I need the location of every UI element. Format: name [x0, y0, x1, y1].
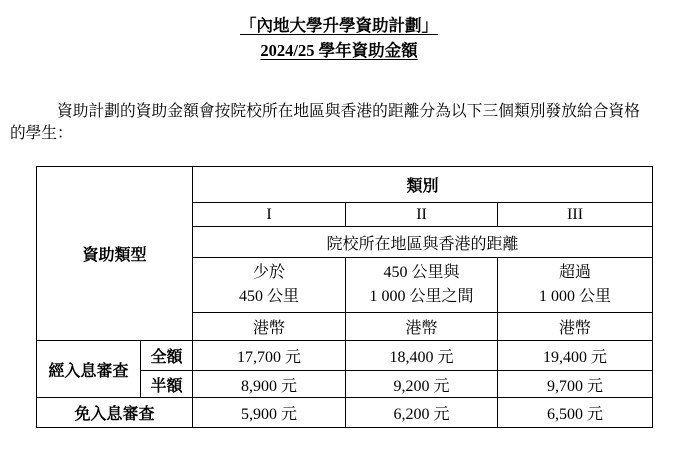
full-grant-label-cell: 全額: [141, 341, 193, 371]
distance-header-cell: 院校所在地區與香港的距離: [193, 227, 653, 258]
distance-cat2-line2: 1 000 公里之間: [369, 288, 474, 305]
non-means-tested-cat3-value: 6,500 元: [498, 398, 653, 428]
non-means-tested-cat2-value: 6,200 元: [346, 398, 498, 428]
category-ii-cell: II: [346, 203, 498, 227]
document-title-line1: 「內地大學升學資助計劃」: [240, 16, 438, 35]
full-grant-cat3-value: 19,400 元: [498, 341, 653, 371]
distance-cat2-cell: [346, 258, 498, 313]
distance-cat1-line2: 450 公里: [239, 288, 300, 305]
document-title: [0, 13, 678, 63]
full-grant-cat2-value: 18,400 元: [346, 341, 498, 371]
distance-cat3-line2: 1 000 公里: [539, 288, 612, 305]
half-grant-cat2-value: 9,200 元: [346, 371, 498, 398]
distance-cat1-cell: [193, 258, 346, 313]
half-grant-cat3-value: 9,700 元: [498, 371, 653, 398]
document-title-line2: 2024/25 學年資助金額: [260, 41, 418, 60]
half-grant-cat1-value: 8,900 元: [193, 371, 346, 398]
intro-paragraph: 資助計劃的資助金額會按院校所在地區與香港的距離分為以下三個類別發放給合資格的學生：: [10, 103, 640, 142]
means-tested-group-cell: 經入息審查: [37, 341, 141, 398]
currency-cat2-cell: 港幣: [346, 313, 498, 341]
category-i-cell: I: [193, 203, 346, 227]
distance-cat3-line1: 超過: [559, 264, 592, 281]
aid-type-header-cell: 資助類型: [37, 167, 193, 341]
currency-cat3-cell: 港幣: [498, 313, 653, 341]
non-means-tested-label-cell: 免入息審查: [37, 398, 193, 428]
subsidy-amount-table: [36, 166, 653, 428]
distance-cat2-line1: 450 公里與: [383, 264, 460, 281]
distance-cat3-cell: [498, 258, 653, 313]
currency-cat1-cell: 港幣: [193, 313, 346, 341]
category-header-cell: 類別: [193, 167, 653, 203]
distance-cat1-line1: 少於: [253, 264, 286, 281]
category-iii-cell: III: [498, 203, 653, 227]
non-means-tested-cat1-value: 5,900 元: [193, 398, 346, 428]
half-grant-label-cell: 半額: [141, 371, 193, 398]
full-grant-cat1-value: 17,700 元: [193, 341, 346, 371]
